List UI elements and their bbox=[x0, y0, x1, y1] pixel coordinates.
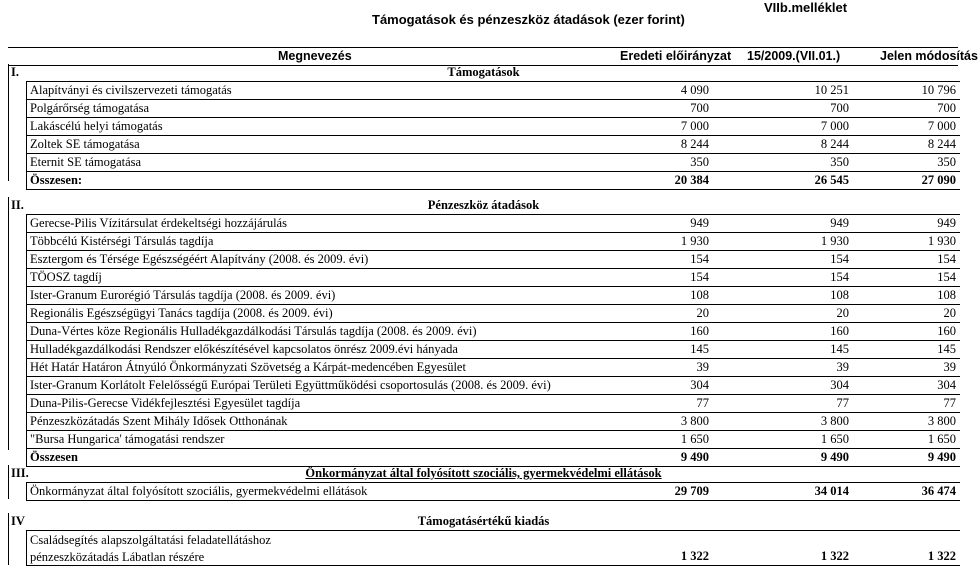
row-original: 39 bbox=[696, 360, 709, 374]
row-current: 7 000 bbox=[927, 119, 956, 133]
row-name: Ister-Granum Korlátolt Felelősségű Európai Területi Együttműködési csoportosulás (2008. és 2009. évi) bbox=[30, 378, 551, 392]
row-name: Gerecse-Pilis Vízitársulat érdekeltségi hozzájárulás bbox=[30, 216, 287, 230]
row-modification: 39 bbox=[836, 360, 849, 374]
row-current: 3 800 bbox=[927, 414, 956, 428]
row-modification: 8 244 bbox=[820, 137, 849, 151]
table-row bbox=[27, 154, 960, 172]
row-name: Hulladékgazdálkodási Rendszer előkészítésével kapcsolatos önrész 2009.évi hányada bbox=[30, 342, 458, 356]
row-name: "Bursa Hungarica' támogatási rendszer bbox=[30, 432, 225, 446]
table-row bbox=[27, 323, 960, 341]
row-modification: 304 bbox=[830, 378, 849, 392]
row-name: TÖOSZ tagdíj bbox=[30, 270, 102, 284]
header-name: Megnevezés bbox=[278, 49, 352, 63]
row-current: 1 650 bbox=[927, 432, 956, 446]
section-number: III. bbox=[11, 466, 29, 480]
row-original: 29 709 bbox=[674, 484, 709, 498]
table-row bbox=[27, 341, 960, 359]
header-col-current: Jelen módosítás bbox=[880, 49, 978, 63]
table-row bbox=[27, 483, 960, 500]
table-row bbox=[27, 251, 960, 269]
row-original: 304 bbox=[690, 378, 709, 392]
row-name: Duna-Pilis-Gerecse Vidékfejlesztési Egyesület tagdíja bbox=[30, 396, 301, 410]
row-original: 4 090 bbox=[680, 83, 709, 97]
row-original: 9 490 bbox=[680, 450, 709, 464]
section-title: Támogatásértékű kiadás bbox=[417, 514, 550, 528]
table-row bbox=[27, 531, 960, 565]
row-modification: 1 930 bbox=[820, 234, 849, 248]
row-modification: 1 650 bbox=[820, 432, 849, 446]
total-row bbox=[27, 449, 960, 466]
row-original: 108 bbox=[690, 288, 709, 302]
table-row bbox=[27, 377, 960, 395]
row-current: 108 bbox=[937, 288, 956, 302]
row-modification: 160 bbox=[830, 324, 849, 338]
row-original: 949 bbox=[690, 216, 709, 230]
row-current: 10 796 bbox=[921, 83, 956, 97]
row-modification: 7 000 bbox=[820, 119, 849, 133]
section-title: Támogatások bbox=[447, 65, 520, 79]
row-current: 154 bbox=[937, 252, 956, 266]
row-name-line2: pénzeszközátadás Lábatlan részére bbox=[30, 550, 205, 564]
row-original: 7 000 bbox=[680, 119, 709, 133]
row-modification: 350 bbox=[830, 155, 849, 169]
row-current: 36 474 bbox=[921, 484, 956, 498]
row-name: Önkormányzat által folyósított szociális, gyermekvédelmi ellátások bbox=[30, 484, 368, 498]
row-original: 8 244 bbox=[680, 137, 709, 151]
table-row bbox=[27, 287, 960, 305]
section-rows bbox=[26, 482, 960, 501]
section-title: Önkormányzat által folyósított szociális, gyermekvédelmi ellátások bbox=[305, 466, 662, 480]
row-name-line1: Családsegítés alapszolgáltatási feladatellátáshoz bbox=[30, 533, 271, 547]
section-rows bbox=[26, 530, 960, 566]
row-name: Pénzeszközátadás Szent Mihály Idősek Otthonának bbox=[30, 414, 288, 428]
row-modification: 154 bbox=[830, 270, 849, 284]
section-number: II. bbox=[11, 198, 24, 212]
row-original: 20 384 bbox=[674, 173, 709, 187]
row-original: 20 bbox=[696, 306, 709, 320]
row-modification: 108 bbox=[830, 288, 849, 302]
row-original: 1 322 bbox=[680, 549, 709, 563]
row-modification: 34 014 bbox=[814, 484, 849, 498]
table-row bbox=[27, 431, 960, 449]
total-row bbox=[27, 172, 960, 189]
row-name: Többcélú Kistérségi Társulás tagdíja bbox=[30, 234, 214, 248]
table-row bbox=[27, 82, 960, 100]
section-header bbox=[8, 465, 959, 482]
row-modification: 10 251 bbox=[814, 83, 849, 97]
section-rows bbox=[26, 214, 960, 467]
row-original: 1 930 bbox=[680, 234, 709, 248]
row-original: 145 bbox=[690, 342, 709, 356]
section-rows bbox=[26, 81, 960, 190]
row-name: Esztergom és Térsége Egészségéért Alapítvány (2008. és 2009. évi) bbox=[30, 252, 369, 266]
row-original: 77 bbox=[696, 396, 709, 410]
row-name: Összesen: bbox=[30, 173, 83, 187]
section-header bbox=[8, 513, 959, 530]
row-modification: 77 bbox=[836, 396, 849, 410]
row-modification: 26 545 bbox=[814, 173, 849, 187]
table-row bbox=[27, 233, 960, 251]
row-original: 154 bbox=[690, 252, 709, 266]
row-name: Polgárőrség támogatása bbox=[30, 101, 150, 115]
table-row bbox=[27, 305, 960, 323]
section-number: IV bbox=[11, 514, 25, 528]
row-modification: 1 322 bbox=[820, 549, 849, 563]
section-title: Pénzeszköz átadások bbox=[427, 198, 540, 212]
row-current: 77 bbox=[943, 396, 956, 410]
row-modification: 949 bbox=[830, 216, 849, 230]
row-current: 1 930 bbox=[927, 234, 956, 248]
row-current: 39 bbox=[943, 360, 956, 374]
row-current: 27 090 bbox=[921, 173, 956, 187]
row-current: 1 322 bbox=[927, 549, 956, 563]
section-header bbox=[8, 197, 959, 214]
row-modification: 700 bbox=[830, 101, 849, 115]
row-current: 20 bbox=[943, 306, 956, 320]
row-current: 8 244 bbox=[927, 137, 956, 151]
row-current: 9 490 bbox=[927, 450, 956, 464]
table-row bbox=[27, 413, 960, 431]
header-col-modification: 15/2009.(VII.01.) bbox=[747, 49, 841, 63]
document-title: Támogatások és pénzeszköz átadások (ezer forint) bbox=[372, 12, 685, 27]
row-original: 350 bbox=[690, 155, 709, 169]
row-current: 160 bbox=[937, 324, 956, 338]
row-current: 350 bbox=[937, 155, 956, 169]
table-row bbox=[27, 100, 960, 118]
row-name: Zoltek SE támogatása bbox=[30, 137, 140, 151]
row-name: Alapítványi és civilszervezeti támogatás bbox=[30, 83, 232, 97]
row-name: Hét Határ Határon Átnyúló Önkormányzati Szövetség a Kárpát-medencében Egyesület bbox=[30, 360, 466, 374]
table-row bbox=[27, 269, 960, 287]
row-modification: 145 bbox=[830, 342, 849, 356]
row-original: 1 650 bbox=[680, 432, 709, 446]
row-original: 3 800 bbox=[680, 414, 709, 428]
table-row bbox=[27, 215, 960, 233]
row-modification: 20 bbox=[836, 306, 849, 320]
annex-label: VIIb.melléklet bbox=[764, 0, 848, 15]
row-name: Lakáscélú helyi támogatás bbox=[30, 119, 163, 133]
table-row bbox=[27, 136, 960, 154]
row-modification: 154 bbox=[830, 252, 849, 266]
row-current: 154 bbox=[937, 270, 956, 284]
row-original: 154 bbox=[690, 270, 709, 284]
table-row bbox=[27, 118, 960, 136]
row-original: 160 bbox=[690, 324, 709, 338]
row-current: 145 bbox=[937, 342, 956, 356]
section-number: I. bbox=[11, 65, 19, 79]
row-modification: 3 800 bbox=[820, 414, 849, 428]
row-current: 304 bbox=[937, 378, 956, 392]
row-current: 949 bbox=[937, 216, 956, 230]
row-name: Regionális Egészségügyi Tanács tagdíja (2008. és 2009. évi) bbox=[30, 306, 333, 320]
row-name: Ister-Granum Eurorégió Társulás tagdíja (2008. és 2009. évi) bbox=[30, 288, 336, 302]
row-name: Összesen bbox=[30, 450, 78, 464]
row-name: Eternit SE támogatása bbox=[30, 155, 142, 169]
row-original: 700 bbox=[690, 101, 709, 115]
row-name: Duna-Vértes köze Regionális Hulladékgazdálkodási Társulás tagdíja (2008. és 2009. évi) bbox=[30, 324, 477, 338]
table-row bbox=[27, 359, 960, 377]
row-current: 700 bbox=[937, 101, 956, 115]
section-header bbox=[8, 64, 959, 81]
header-col-original: Eredeti előirányzat bbox=[620, 49, 732, 63]
table-row bbox=[27, 395, 960, 413]
row-modification: 9 490 bbox=[820, 450, 849, 464]
